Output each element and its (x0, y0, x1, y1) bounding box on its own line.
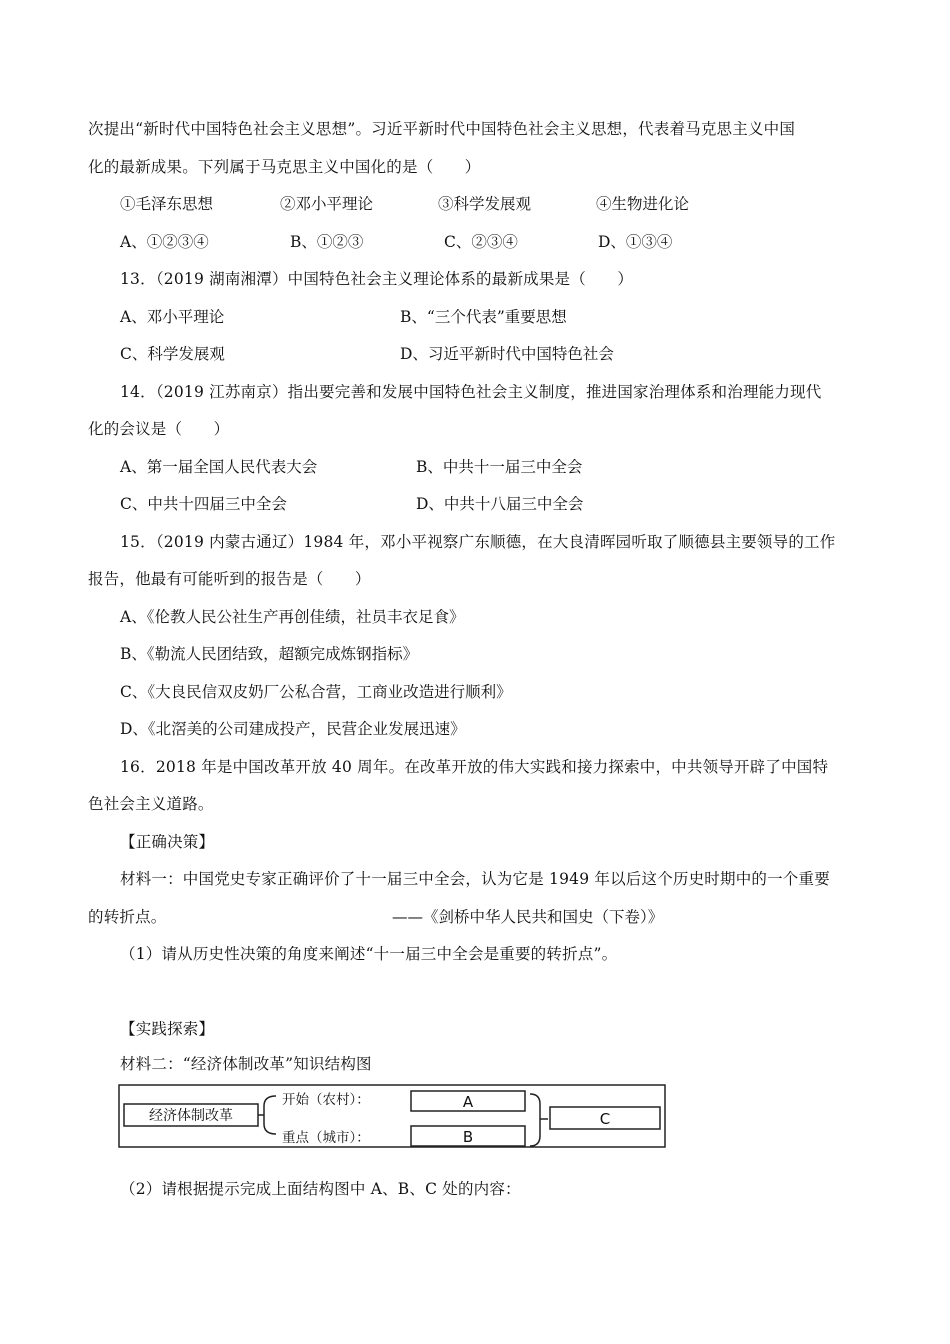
q13-option-c: C、科学发展观 (120, 345, 225, 363)
q14-option-d: D、中共十八届三中全会 (416, 495, 584, 513)
q12-item-1: ①毛泽东思想 (120, 195, 214, 213)
q15-line1: 15．（2019 内蒙古通辽）1984 年，邓小平视察广东顺德，在大良清晖园听取了顺德县主要领导的工作 (120, 533, 836, 551)
material1-line1: 材料一：中国党史专家正确评价了十一届三中全会，认为它是 1949 年以后这个历史时期中的一个重要 (120, 870, 830, 888)
q12-option-a: A、①②③④ (120, 233, 209, 251)
q16-question1: （1）请从历史性决策的角度来阐述“十一届三中全会是重要的转折点”。 (120, 945, 618, 963)
q16-question2: （2）请根据提示完成上面结构图中 A、B、C 处的内容： (120, 1180, 521, 1198)
q14-option-b: B、中共十一届三中全会 (416, 458, 583, 476)
q15-line2: 报告，他最有可能听到的报告是（ ） (88, 570, 371, 588)
q14-line1: 14．（2019 江苏南京）指出要完善和发展中国特色社会主义制度，推进国家治理体系和治理能力现代 (120, 383, 822, 401)
q15-option-d: D、《北滘美的公司建成投产，民营企业发展迅速》 (120, 720, 466, 738)
q14-line2: 化的会议是（ ） (88, 420, 230, 438)
q12-item-2: ②邓小平理论 (280, 195, 374, 213)
economic-reform-diagram (118, 1084, 666, 1148)
q13-option-a: A、邓小平理论 (120, 308, 225, 326)
branch-bottom-label: 重点（城市）： (282, 1130, 370, 1146)
q15-option-b: B、《勒流人民团结致，超额完成炼钢指标》 (120, 645, 419, 663)
q12-option-b: B、①②③ (290, 233, 364, 251)
material1-line2: 的转折点。 (88, 908, 167, 926)
right-brace (530, 1094, 548, 1146)
box-c-label: C (599, 1110, 611, 1128)
section-practice-exploration: 【实践探索】 (120, 1020, 215, 1038)
material2-title: 材料二：“经济体制改革”知识结构图 (120, 1055, 372, 1073)
q13-option-d: D、习近平新时代中国特色社会 (400, 345, 614, 363)
q13-stem: 13．（2019 湖南湘潭）中国特色社会主义理论体系的最新成果是（ ） (120, 270, 634, 288)
q15-option-c: C、《大良民信双皮奶厂公私合营，工商业改造进行顺利》 (120, 683, 512, 701)
q13-option-b: B、“三个代表”重要思想 (400, 308, 567, 326)
box-a-label: A (462, 1093, 474, 1111)
left-brace (258, 1096, 276, 1134)
q12-line2: 化的最新成果。下列属于马克思主义中国化的是（ ） (88, 158, 481, 176)
q12-line1: 次提出“新时代中国特色社会主义思想”。习近平新时代中国特色社会主义思想，代表着马克思主义中国 (88, 120, 796, 138)
q16-line1: 16．2018 年是中国改革开放 40 周年。在改革开放的伟大实践和接力探索中，中共领导开辟了中国特 (120, 758, 829, 776)
root-label: 经济体制改革 (149, 1108, 233, 1124)
q14-option-a: A、第一届全国人民代表大会 (120, 458, 318, 476)
q12-item-4: ④生物进化论 (596, 195, 690, 213)
q12-item-3: ③科学发展观 (438, 195, 532, 213)
q16-line2: 色社会主义道路。 (88, 795, 214, 813)
diagram-svg (118, 1084, 666, 1148)
material1-source: ——《剑桥中华人民共和国史（下卷）》 (392, 908, 664, 926)
q12-option-c: C、②③④ (444, 233, 518, 251)
box-b-label: B (462, 1128, 474, 1146)
q15-option-a: A、《伦教人民公社生产再创佳绩，社员丰衣足食》 (120, 608, 465, 626)
section-correct-decision: 【正确决策】 (120, 833, 215, 851)
branch-top-label: 开始（农村）： (282, 1092, 370, 1108)
q12-option-d: D、①③④ (598, 233, 673, 251)
q14-option-c: C、中共十四届三中全会 (120, 495, 287, 513)
